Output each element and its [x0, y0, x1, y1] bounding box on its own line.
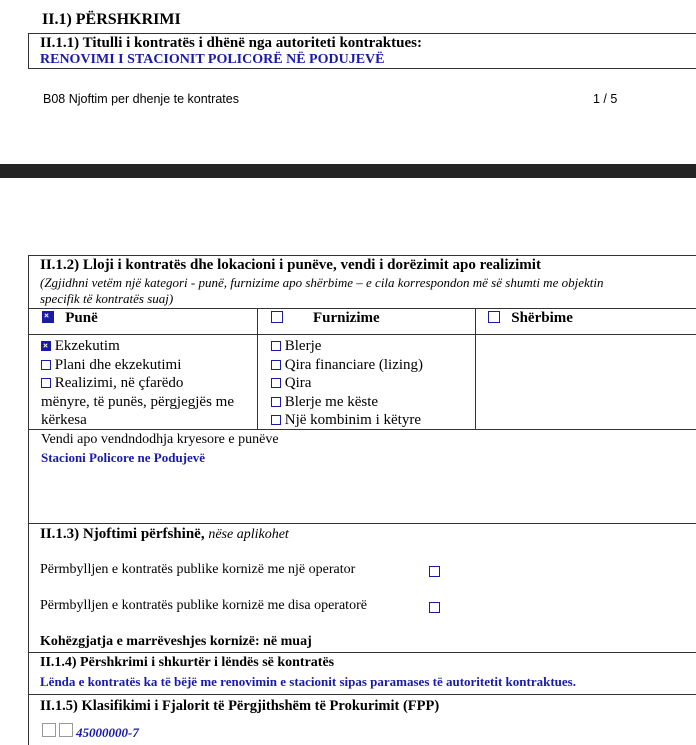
- s114-value: Lënda e kontratës ka të bëjë me renovimin e stacionit sipas paramases të autoritetit kontraktues.: [40, 674, 576, 689]
- option-realization-cont: kërkesa: [41, 412, 87, 428]
- checkbox-icon[interactable]: [271, 397, 281, 407]
- location-value: Stacioni Policore ne Podujevë: [41, 450, 206, 465]
- option-purchase[interactable]: Blerje: [271, 337, 423, 356]
- divider: [28, 334, 696, 335]
- page-number: 1 / 5: [593, 92, 618, 106]
- checkbox-checked-icon[interactable]: [42, 311, 54, 323]
- supplies-options: [271, 337, 423, 430]
- contract-title-value: RENOVIMI I STACIONIT POLICORË NË PODUJEVË: [40, 52, 385, 67]
- checkbox-icon[interactable]: [41, 360, 51, 370]
- s113-title: II.1.3) Njoftimi përfshinë, nëse aplikohet: [40, 526, 289, 542]
- footer-doc-label: B08 Njoftim per dhenje te kontrates: [43, 92, 239, 106]
- checkbox-icon[interactable]: [41, 378, 51, 388]
- option-combination[interactable]: Një kombinim i këtyre: [271, 411, 423, 430]
- s114-title: II.1.4) Përshkrimi i shkurtër i lëndës së kontratës: [40, 655, 335, 670]
- s112-note-1: (Zgjidhni vetëm një kategori - punë, furnizime apo shërbime – e cila korrespondon më së shumti me objektin: [40, 275, 604, 290]
- page-separator: [0, 164, 696, 178]
- option-execution[interactable]: Ekzekutim: [41, 337, 234, 356]
- checkbox-icon[interactable]: [429, 566, 440, 577]
- framework-one-operator[interactable]: Përmbylljen e kontratës publike kornizë me një operator: [40, 562, 355, 578]
- framework-duration-label: Kohëzgjatja e marrëveshjes kornizë: në muaj: [40, 634, 312, 649]
- divider: [28, 308, 696, 309]
- option-plan-execution[interactable]: Plani dhe ekzekutimi: [41, 356, 234, 375]
- category-works[interactable]: Punë: [42, 310, 98, 327]
- contract-title-label: II.1.1) Titulli i kontratës i dhënë nga autoriteti kontraktues:: [40, 35, 422, 51]
- checkbox-icon[interactable]: [271, 341, 281, 351]
- section-frame: [28, 255, 696, 745]
- checkbox-icon[interactable]: [488, 311, 500, 323]
- divider: [28, 652, 696, 653]
- s112-title: II.1.2) Lloji i kontratës dhe lokacioni i punëve, vendi i dorëzimit apo realizimit: [40, 257, 541, 273]
- checkbox-icon[interactable]: [271, 415, 281, 425]
- divider: [475, 308, 476, 430]
- checkbox-icon[interactable]: [429, 602, 440, 613]
- s115-title: II.1.5) Klasifikimi i Fjalorit të Përgjithshëm të Prokurimit (FPP): [40, 698, 440, 714]
- category-supplies[interactable]: Furnizime: [271, 310, 380, 327]
- option-rent[interactable]: Qira: [271, 374, 423, 393]
- cpv-code: 45000000-7: [76, 725, 139, 740]
- s112-note-2: specifik të kontratës suaj): [40, 291, 174, 306]
- divider: [28, 694, 696, 695]
- location-label: Vendi apo vendndodhja kryesore e punëve: [41, 432, 279, 447]
- option-hire-purchase[interactable]: Blerje me këste: [271, 393, 423, 412]
- cpv-code-row: [42, 723, 139, 741]
- section-title: II.1) PËRSHKRIMI: [42, 11, 181, 28]
- option-realization-cont: mënyre, të punës, përgjegjës me: [41, 393, 234, 410]
- checkbox-icon[interactable]: [271, 311, 283, 323]
- option-leasing[interactable]: Qira financiare (lizing): [271, 356, 423, 375]
- option-realization[interactable]: Realizimi, në çfarëdo: [41, 374, 234, 393]
- checkbox-icon[interactable]: [271, 378, 281, 388]
- checkbox-checked-icon[interactable]: [41, 341, 51, 351]
- works-options: [41, 337, 234, 430]
- category-services[interactable]: Shërbime: [488, 310, 573, 327]
- framework-multi-operator[interactable]: Përmbylljen e kontratës publike kornizë me disa operatorë: [40, 598, 367, 614]
- divider: [257, 308, 258, 430]
- checkbox-icon[interactable]: [271, 360, 281, 370]
- divider: [28, 523, 696, 524]
- contract-title-box: [28, 33, 696, 69]
